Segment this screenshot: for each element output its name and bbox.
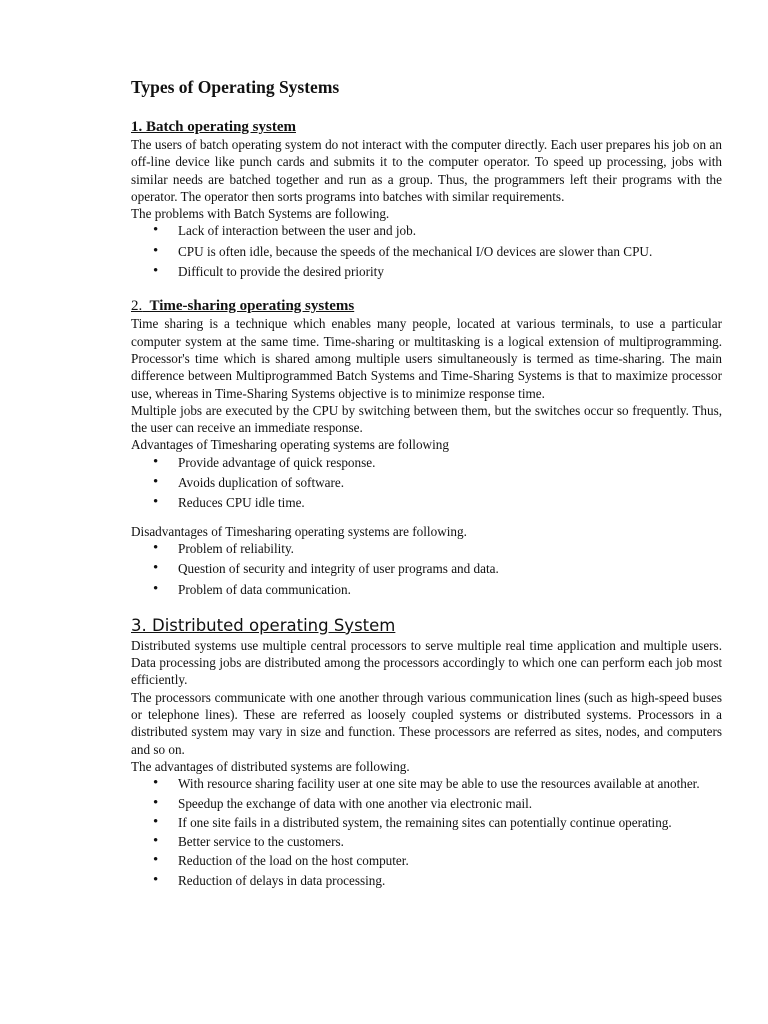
list-item: • Speedup the exchange of data with one another via electronic mail. <box>153 795 722 812</box>
list-item: • Better service to the customers. <box>153 833 722 850</box>
section-1-heading: 1. Batch operating system <box>131 119 296 135</box>
section-1-paragraph-2: The problems with Batch Systems are following. <box>131 206 390 222</box>
section-1-problem-list <box>131 222 722 280</box>
section-3-heading: 3. Distributed operating System <box>131 615 396 635</box>
list-item: • Provide advantage of quick response. <box>153 454 722 471</box>
section-2-number: 2. <box>131 298 143 315</box>
section-3-advantages-list <box>131 775 722 889</box>
section-3-paragraph-2: The processors communicate with one another through various communication lines (such as high-speed buses or telephone lines). These are referred as loosely coupled systems or distributed systems. Processors in a distributed system may vary in size and function. These processors are referred as sites, nodes, and computers and so on. <box>131 689 722 757</box>
list-item: • Lack of interaction between the user and job. <box>153 222 722 239</box>
list-item: • Difficult to provide the desired priority <box>153 263 722 280</box>
document-title: Types of Operating Systems <box>131 77 340 97</box>
section-3-paragraph-1: Distributed systems use multiple central processors to serve multiple real time application and multiple users. Data processing jobs are distributed among the processors accordingly to which one can perform each job most efficiently. <box>131 637 722 688</box>
list-item: • Avoids duplication of software. <box>153 474 722 491</box>
list-item: • Problem of reliability. <box>153 540 722 557</box>
list-item: • Problem of data communication. <box>153 581 722 598</box>
list-item: • Question of security and integrity of user programs and data. <box>153 560 722 577</box>
list-item: • Reduction of the load on the host computer. <box>153 852 722 869</box>
list-item: • Reduction of delays in data processing. <box>153 872 722 889</box>
list-item: • CPU is often idle, because the speeds of the mechanical I/O devices are slower than CPU. <box>153 243 722 260</box>
section-2-heading <box>131 297 722 315</box>
section-2-advantages-list <box>131 454 722 512</box>
section-2-paragraph-3: Advantages of Timesharing operating systems are following <box>131 437 449 453</box>
list-item: • If one site fails in a distributed system, the remaining sites can potentially continue operating. <box>153 814 722 831</box>
section-2-disadvantages-intro: Disadvantages of Timesharing operating systems are following. <box>131 523 467 539</box>
section-2-paragraph-1: Time sharing is a technique which enables many people, located at various terminals, to use a particular computer system at the same time. Time-sharing or multitasking is a logical extension of multiprogramming. Processor's time which is shared among multiple users simultaneously is termed as time-sharing. The main difference between Multiprogrammed Batch Systems and Time-Sharing Systems is that to maximize processor use, whereas in Time-Sharing Systems objective is to minimize response time. <box>131 316 722 401</box>
section-2-disadvantages-list <box>131 540 722 598</box>
section-2-paragraph-2: Multiple jobs are executed by the CPU by switching between them, but the switches occur so frequently. Thus, the user can receive an immediate response. <box>131 402 722 436</box>
section-2-title: Time-sharing operating systems <box>149 298 355 315</box>
list-item: • Reduces CPU idle time. <box>153 494 722 511</box>
list-item: • With resource sharing facility user at one site may be able to use the resources available at another. <box>153 775 722 792</box>
section-1-paragraph-1: The users of batch operating system do not interact with the computer directly. Each user prepares his job on an off-line device like punch cards and submits it to the computer operator. To speed up processing, jobs with similar needs are batched together and run as a group. Thus, the programmers left their programs with the operator. The operator then sorts programs into batches with similar requirements. <box>131 137 722 204</box>
section-3-paragraph-3: The advantages of distributed systems are following. <box>131 758 410 774</box>
